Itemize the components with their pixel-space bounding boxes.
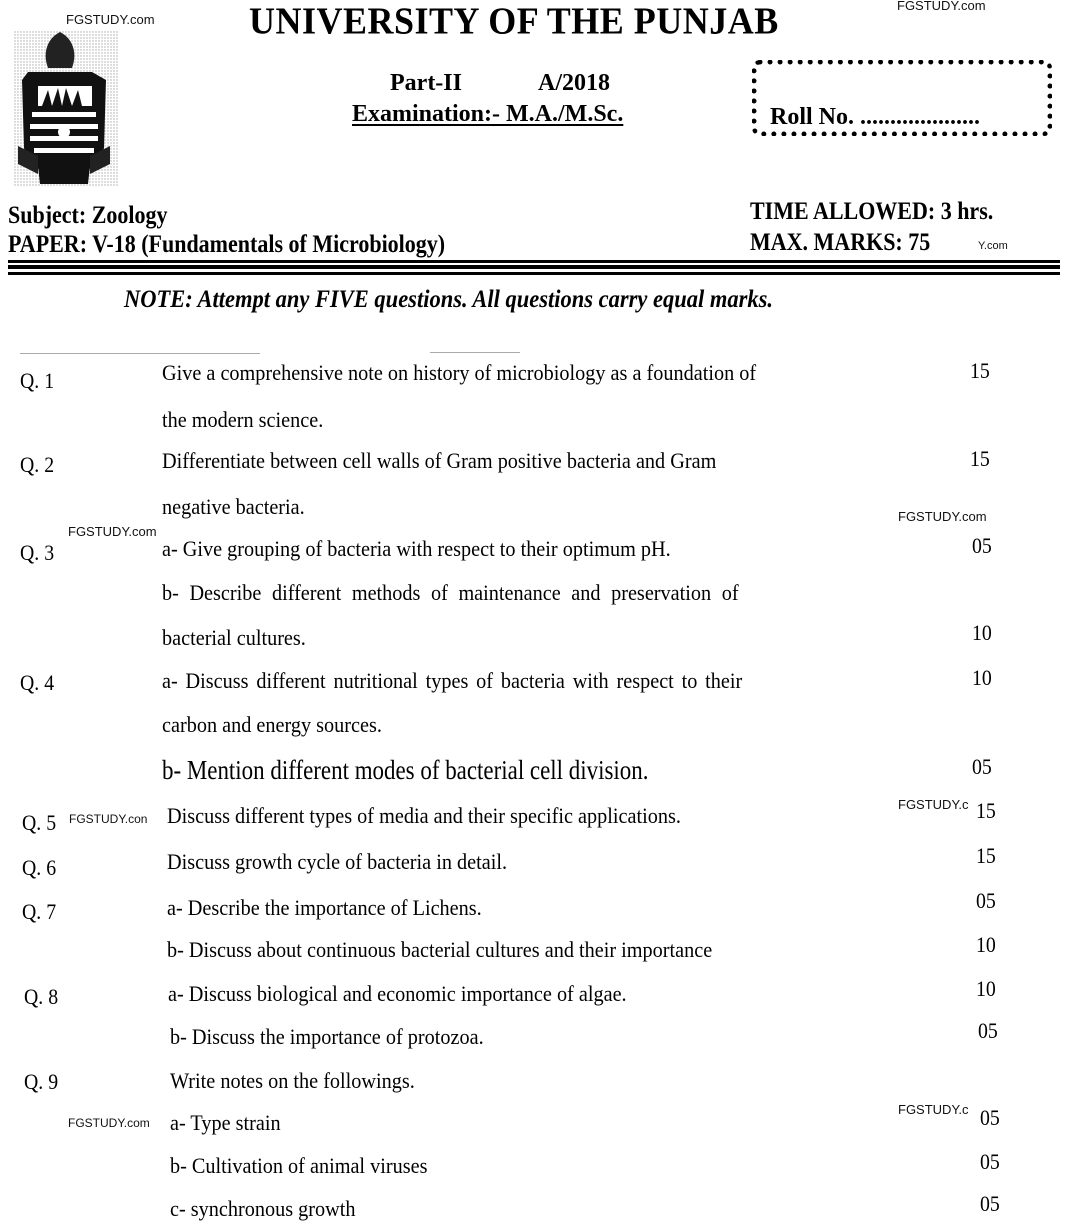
question-marks: 05 (972, 533, 992, 558)
question-number: Q. 5 (22, 810, 57, 835)
question-marks: 10 (972, 620, 992, 645)
question-text: Differentiate between cell walls of Gram positive bacteria and Gram (162, 448, 717, 473)
watermark-mid-right: FGSTUDY.com (898, 509, 987, 524)
question-part-text: carbon and energy sources. (162, 712, 382, 737)
question-marks: 10 (972, 665, 992, 690)
watermark-top-right: FGSTUDY.com (897, 0, 986, 13)
watermark-q5-right: FGSTUDY.c (898, 797, 969, 812)
roll-number-field[interactable]: Roll No. .................... (770, 104, 980, 130)
header-rule-1 (8, 260, 1060, 263)
question-part-text: a- Discuss biological and economic importance of algae. (168, 981, 627, 1006)
question-number: Q. 8 (24, 984, 59, 1009)
part-label: Part-II (390, 70, 462, 96)
paper-label: PAPER: V-18 (Fundamentals of Microbiology) (8, 231, 446, 258)
question-marks: 05 (980, 1191, 1000, 1216)
question-text: Discuss different types of media and their specific applications. (167, 803, 681, 828)
scan-artifact (20, 353, 260, 354)
question-part-text: a- Type strain (170, 1110, 281, 1135)
question-number: Q. 9 (24, 1069, 59, 1094)
question-text: the modern science. (162, 407, 324, 432)
question-marks: 15 (970, 446, 990, 471)
question-marks: 15 (970, 358, 990, 383)
question-marks: 05 (976, 888, 996, 913)
question-part-text: a- Give grouping of bacteria with respect to their optimum pH. (162, 536, 671, 561)
question-part-text: c- synchronous growth (170, 1196, 356, 1221)
question-part-text: a- Discuss different nutritional types of bacteria with respect to their (162, 668, 743, 693)
question-marks: 05 (972, 754, 992, 779)
question-part-text: a- Describe the importance of Lichens. (167, 895, 482, 920)
watermark-marks: Y.com (978, 240, 1008, 252)
question-text: Discuss growth cycle of bacteria in detail. (167, 849, 508, 874)
watermark-q9-left: FGSTUDY.com (68, 1116, 150, 1130)
question-marks: 05 (978, 1018, 998, 1043)
header-rule-3 (8, 272, 1060, 275)
question-number: Q. 4 (20, 670, 55, 695)
question-marks: 15 (976, 843, 996, 868)
watermark-q5-left: FGSTUDY.con (69, 812, 148, 826)
question-part-text: b- Describe different methods of maintenance and preservation of (162, 580, 739, 605)
question-text: negative bacteria. (162, 494, 305, 519)
header-rule-2 (8, 265, 1060, 269)
question-marks: 15 (976, 798, 996, 823)
watermark-mid-left: FGSTUDY.com (68, 524, 157, 539)
question-part-text: b- Discuss the importance of protozoa. (170, 1024, 484, 1049)
question-number: Q. 6 (22, 855, 57, 880)
watermark-q9-right: FGSTUDY.c (898, 1102, 969, 1117)
scan-artifact (430, 352, 520, 353)
time-allowed-label: TIME ALLOWED: 3 hrs. (750, 198, 994, 225)
instructions-note: NOTE: Attempt any FIVE questions. All questions carry equal marks. (124, 286, 774, 313)
examination-label: Examination:- M.A./M.Sc. (352, 101, 624, 127)
question-part-text: b- Cultivation of animal viruses (170, 1153, 428, 1178)
university-title: UNIVERSITY OF THE PUNJAB (249, 0, 779, 43)
question-number: Q. 7 (22, 899, 57, 924)
watermark-top-left: FGSTUDY.com (66, 12, 155, 27)
question-number: Q. 3 (20, 540, 55, 565)
session-label: A/2018 (538, 70, 610, 96)
max-marks-label: MAX. MARKS: 75 (750, 229, 931, 256)
subject-label: Subject: Zoology (8, 202, 168, 229)
question-part-text: b- Mention different modes of bacterial cell division. (162, 755, 649, 785)
question-marks: 05 (980, 1149, 1000, 1174)
question-part-text: bacterial cultures. (162, 625, 306, 650)
university-crest-logo (8, 28, 120, 188)
question-marks: 10 (976, 932, 996, 957)
question-marks: 05 (980, 1105, 1000, 1130)
question-part-text: b- Discuss about continuous bacterial cultures and their importance (167, 937, 713, 962)
question-text: Give a comprehensive note on history of microbiology as a foundation of (162, 360, 757, 385)
question-marks: 10 (976, 976, 996, 1001)
question-number: Q. 1 (20, 368, 55, 393)
question-text: Write notes on the followings. (170, 1068, 415, 1093)
question-number: Q. 2 (20, 452, 55, 477)
